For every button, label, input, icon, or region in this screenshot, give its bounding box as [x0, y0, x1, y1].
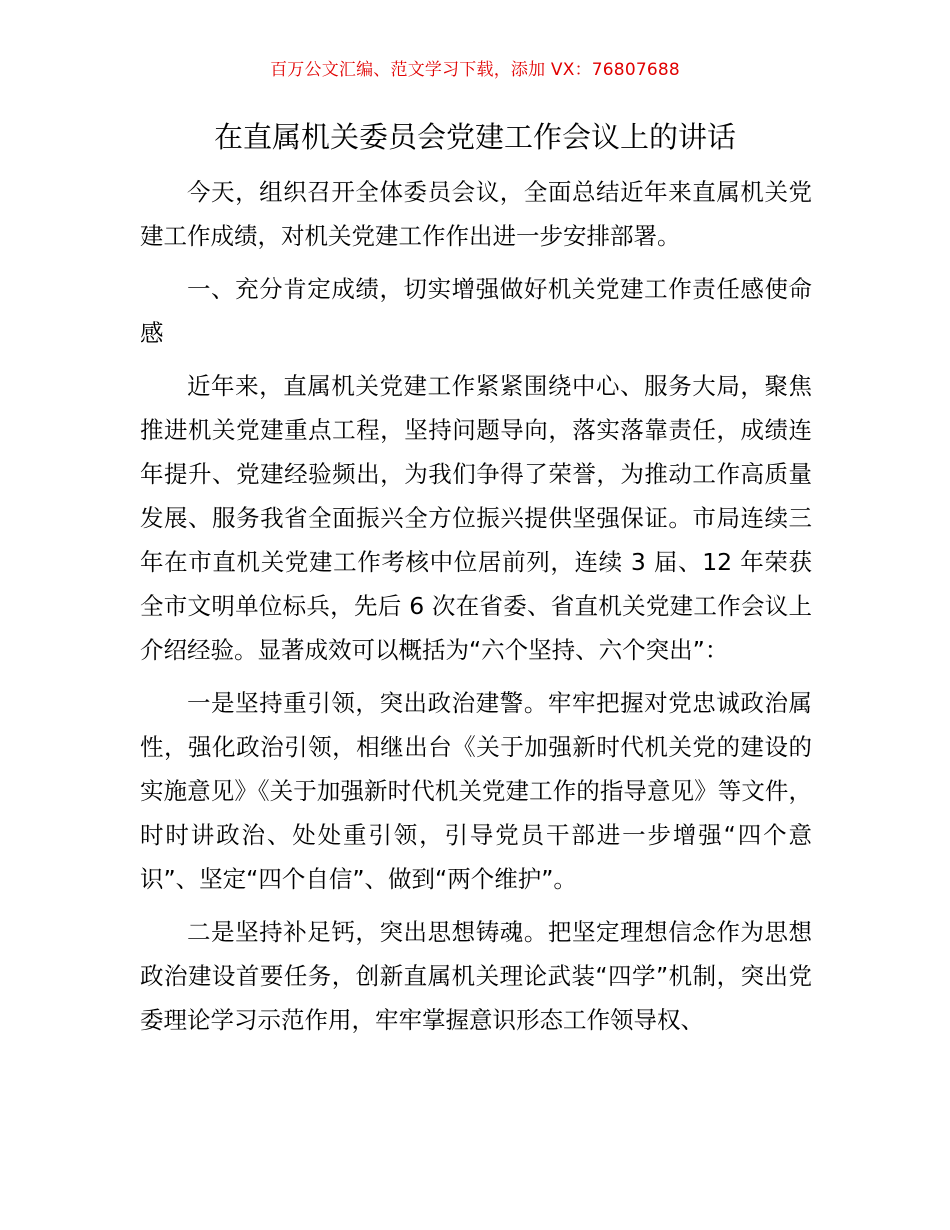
- document-body: [140, 170, 812, 1051]
- section-heading-1: 一、充分肯定成绩，切实增强做好机关党建工作责任感使命感: [140, 275, 812, 347]
- paragraph-intro: 今天，组织召开全体委员会议，全面总结近年来直属机关党建工作成绩，对机关党建工作作出进一步安排部署。: [140, 178, 812, 250]
- document-title: 在直属机关委员会党建工作会议上的讲话: [213, 120, 736, 154]
- paragraph-point-2: 二是坚持补足钙，突出思想铸魂。把坚定理想信念作为思想政治建设首要任务，创新直属机关理论武装“四学”机制，突出党委理论学习示范作用，牢牢掌握意识形态工作领导权、: [140, 918, 812, 1034]
- header-ad-note: 百万公文汇编、范文学习下载，添加 VX：76807688: [270, 60, 680, 80]
- paragraph-achievements: 近年来，直属机关党建工作紧紧围绕中心、服务大局，聚焦推进机关党建重点工程，坚持问题导向，落实落靠责任，成绩连年提升、党建经验频出，为我们争得了荣誉，为推动工作高质量发展、服务我省全面振兴全方位振兴提供坚强保证。市局连续三年在市直机关党建工作考核中位居前列，连续 3 届、12 年荣获全市文明单位标兵，先后 6 次在省委、省直机关党建工作会议上介绍经验。显著成效可以概括为“六个坚持、六个突出”：: [140, 372, 812, 664]
- paragraph-point-1: 一是坚持重引领，突出政治建警。牢牢把握对党忠诚政治属性，强化政治引领，相继出台《关于加强新时代机关党的建设的实施意见》《关于加强新时代机关党建工作的指导意见》等文件，时时讲政治、处处重引领，引导党员干部进一步增强“四个意识”、坚定“四个自信”、做到“两个维护”。: [140, 689, 812, 893]
